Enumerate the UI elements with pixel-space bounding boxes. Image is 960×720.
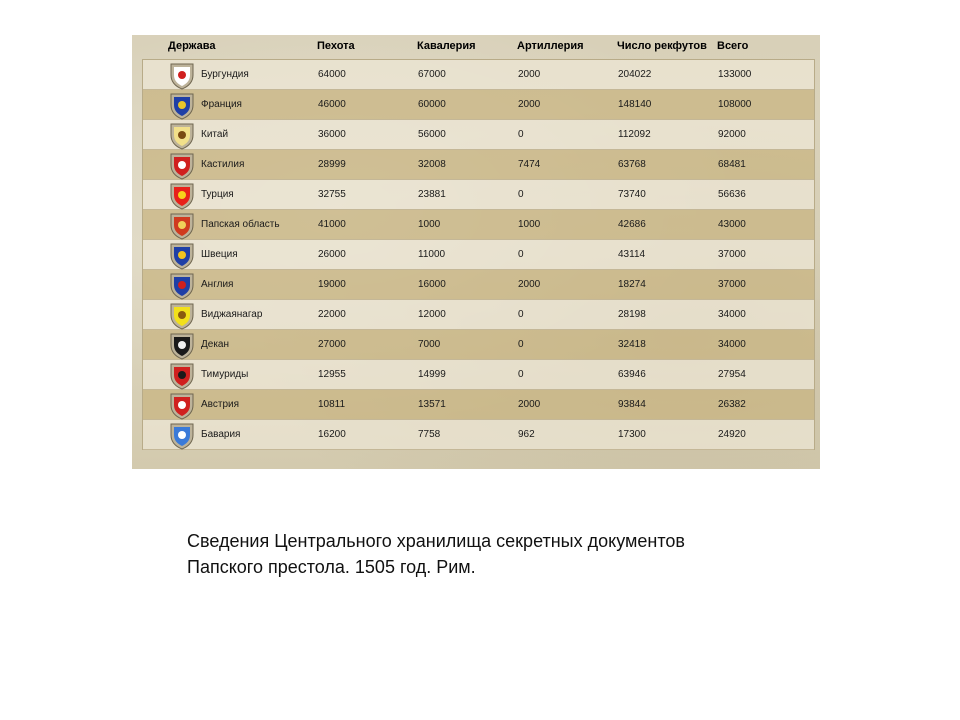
cell-cavalry: 1000	[418, 219, 441, 230]
cell-artillery: 0	[518, 369, 524, 380]
cell-cavalry: 60000	[418, 99, 446, 110]
caption	[187, 528, 827, 580]
cell-total: 43000	[718, 219, 746, 230]
bavaria-lozenges-icon	[169, 422, 195, 450]
table-row[interactable]	[143, 90, 814, 120]
cell-infantry: 22000	[318, 309, 346, 320]
table-row[interactable]	[143, 390, 814, 420]
austria-bars-icon	[169, 392, 195, 420]
cell-total: 92000	[718, 129, 746, 140]
cell-artillery: 1000	[518, 219, 541, 230]
ming-character-icon	[169, 122, 195, 150]
cell-cavalry: 16000	[418, 279, 446, 290]
cell-recruits: 43114	[618, 249, 646, 260]
cell-total: 37000	[718, 249, 746, 260]
cell-country: Англия	[201, 279, 234, 290]
cell-artillery: 2000	[518, 99, 541, 110]
cell-country: Франция	[201, 99, 242, 110]
table-row[interactable]	[143, 330, 814, 360]
cell-cavalry: 11000	[418, 249, 446, 260]
cell-country: Бургундия	[201, 69, 249, 80]
header-total[interactable]: Всего	[717, 40, 749, 52]
fleur-de-lis-icon	[169, 92, 195, 120]
header-artillery[interactable]: Артиллерия	[517, 40, 584, 52]
cell-country: Тимуриды	[201, 369, 249, 380]
timurid-horse-icon	[169, 362, 195, 390]
cell-country: Виджаянагар	[201, 309, 263, 320]
cell-artillery: 0	[518, 189, 524, 200]
table-row[interactable]	[143, 270, 814, 300]
cell-recruits: 148140	[618, 99, 652, 110]
table-row[interactable]	[143, 420, 814, 450]
table-row[interactable]	[143, 60, 814, 90]
cell-country: Декан	[201, 339, 230, 350]
cell-artillery: 0	[518, 309, 524, 320]
caption-line-1: Сведения Центрального хранилища секретных документов	[187, 531, 685, 551]
cell-infantry: 19000	[318, 279, 346, 290]
table-row[interactable]	[143, 300, 814, 330]
table-row[interactable]	[143, 240, 814, 270]
cell-artillery: 2000	[518, 279, 541, 290]
burgundy-cross-icon	[169, 62, 195, 90]
cell-total: 37000	[718, 279, 746, 290]
cell-country: Австрия	[201, 399, 240, 410]
papal-keys-icon	[169, 212, 195, 240]
cell-total: 34000	[718, 309, 746, 320]
cell-country: Швеция	[201, 249, 238, 260]
cell-recruits: 204022	[618, 69, 652, 80]
cell-recruits: 28198	[618, 309, 646, 320]
cell-artillery: 0	[518, 339, 524, 350]
cell-total: 26382	[718, 399, 746, 410]
cell-artillery: 0	[518, 249, 524, 260]
cell-infantry: 16200	[318, 429, 346, 440]
table-row[interactable]	[143, 360, 814, 390]
table-row[interactable]	[143, 150, 814, 180]
cell-infantry: 41000	[318, 219, 346, 230]
cell-country: Кастилия	[201, 159, 245, 170]
cell-artillery: 7474	[518, 159, 541, 170]
cell-cavalry: 13571	[418, 399, 446, 410]
table-row[interactable]	[143, 180, 814, 210]
header-country[interactable]: Держава	[168, 40, 216, 52]
cell-total: 108000	[718, 99, 752, 110]
three-crowns-icon	[169, 242, 195, 270]
cell-country: Бавария	[201, 429, 241, 440]
cell-cavalry: 32008	[418, 159, 446, 170]
castile-quarters-icon	[169, 152, 195, 180]
cell-recruits: 18274	[618, 279, 646, 290]
cell-infantry: 12955	[318, 369, 346, 380]
cell-total: 56636	[718, 189, 746, 200]
table-row[interactable]	[143, 210, 814, 240]
cell-cavalry: 7000	[418, 339, 441, 350]
england-quarters-icon	[169, 272, 195, 300]
table-header	[132, 35, 820, 59]
cell-recruits: 93844	[618, 399, 646, 410]
deccan-ring-icon	[169, 332, 195, 360]
cell-infantry: 46000	[318, 99, 346, 110]
cell-total: 34000	[718, 339, 746, 350]
table-body	[142, 59, 815, 450]
cell-country: Турция	[201, 189, 234, 200]
vijayanagar-icon	[169, 302, 195, 330]
crescent-icon	[169, 182, 195, 210]
cell-recruits: 42686	[618, 219, 646, 230]
header-infantry[interactable]: Пехота	[317, 40, 355, 52]
cell-recruits: 17300	[618, 429, 646, 440]
cell-infantry: 36000	[318, 129, 346, 140]
cell-total: 24920	[718, 429, 746, 440]
header-cavalry[interactable]: Кавалерия	[417, 40, 476, 52]
cell-cavalry: 14999	[418, 369, 446, 380]
table-row[interactable]	[143, 120, 814, 150]
cell-infantry: 28999	[318, 159, 346, 170]
cell-infantry: 64000	[318, 69, 346, 80]
cell-cavalry: 67000	[418, 69, 446, 80]
caption-line-2: Папского престола. 1505 год. Рим.	[187, 557, 476, 577]
cell-artillery: 2000	[518, 69, 541, 80]
cell-total: 27954	[718, 369, 746, 380]
cell-cavalry: 7758	[418, 429, 441, 440]
cell-country: Китай	[201, 129, 229, 140]
cell-total: 133000	[718, 69, 752, 80]
cell-recruits: 112092	[618, 129, 651, 140]
cell-artillery: 2000	[518, 399, 541, 410]
cell-infantry: 26000	[318, 249, 346, 260]
cell-cavalry: 12000	[418, 309, 446, 320]
cell-recruits: 32418	[618, 339, 646, 350]
cell-artillery: 962	[518, 429, 535, 440]
cell-total: 68481	[718, 159, 746, 170]
cell-artillery: 0	[518, 129, 524, 140]
cell-infantry: 32755	[318, 189, 346, 200]
army-statistics-panel	[132, 35, 820, 469]
header-recruits[interactable]: Число рекфутов	[617, 40, 707, 52]
cell-country: Папская область	[201, 219, 280, 230]
cell-recruits: 63946	[618, 369, 646, 380]
cell-recruits: 73740	[618, 189, 646, 200]
cell-cavalry: 56000	[418, 129, 446, 140]
cell-infantry: 10811	[318, 399, 346, 410]
cell-cavalry: 23881	[418, 189, 446, 200]
cell-recruits: 63768	[618, 159, 646, 170]
cell-infantry: 27000	[318, 339, 346, 350]
